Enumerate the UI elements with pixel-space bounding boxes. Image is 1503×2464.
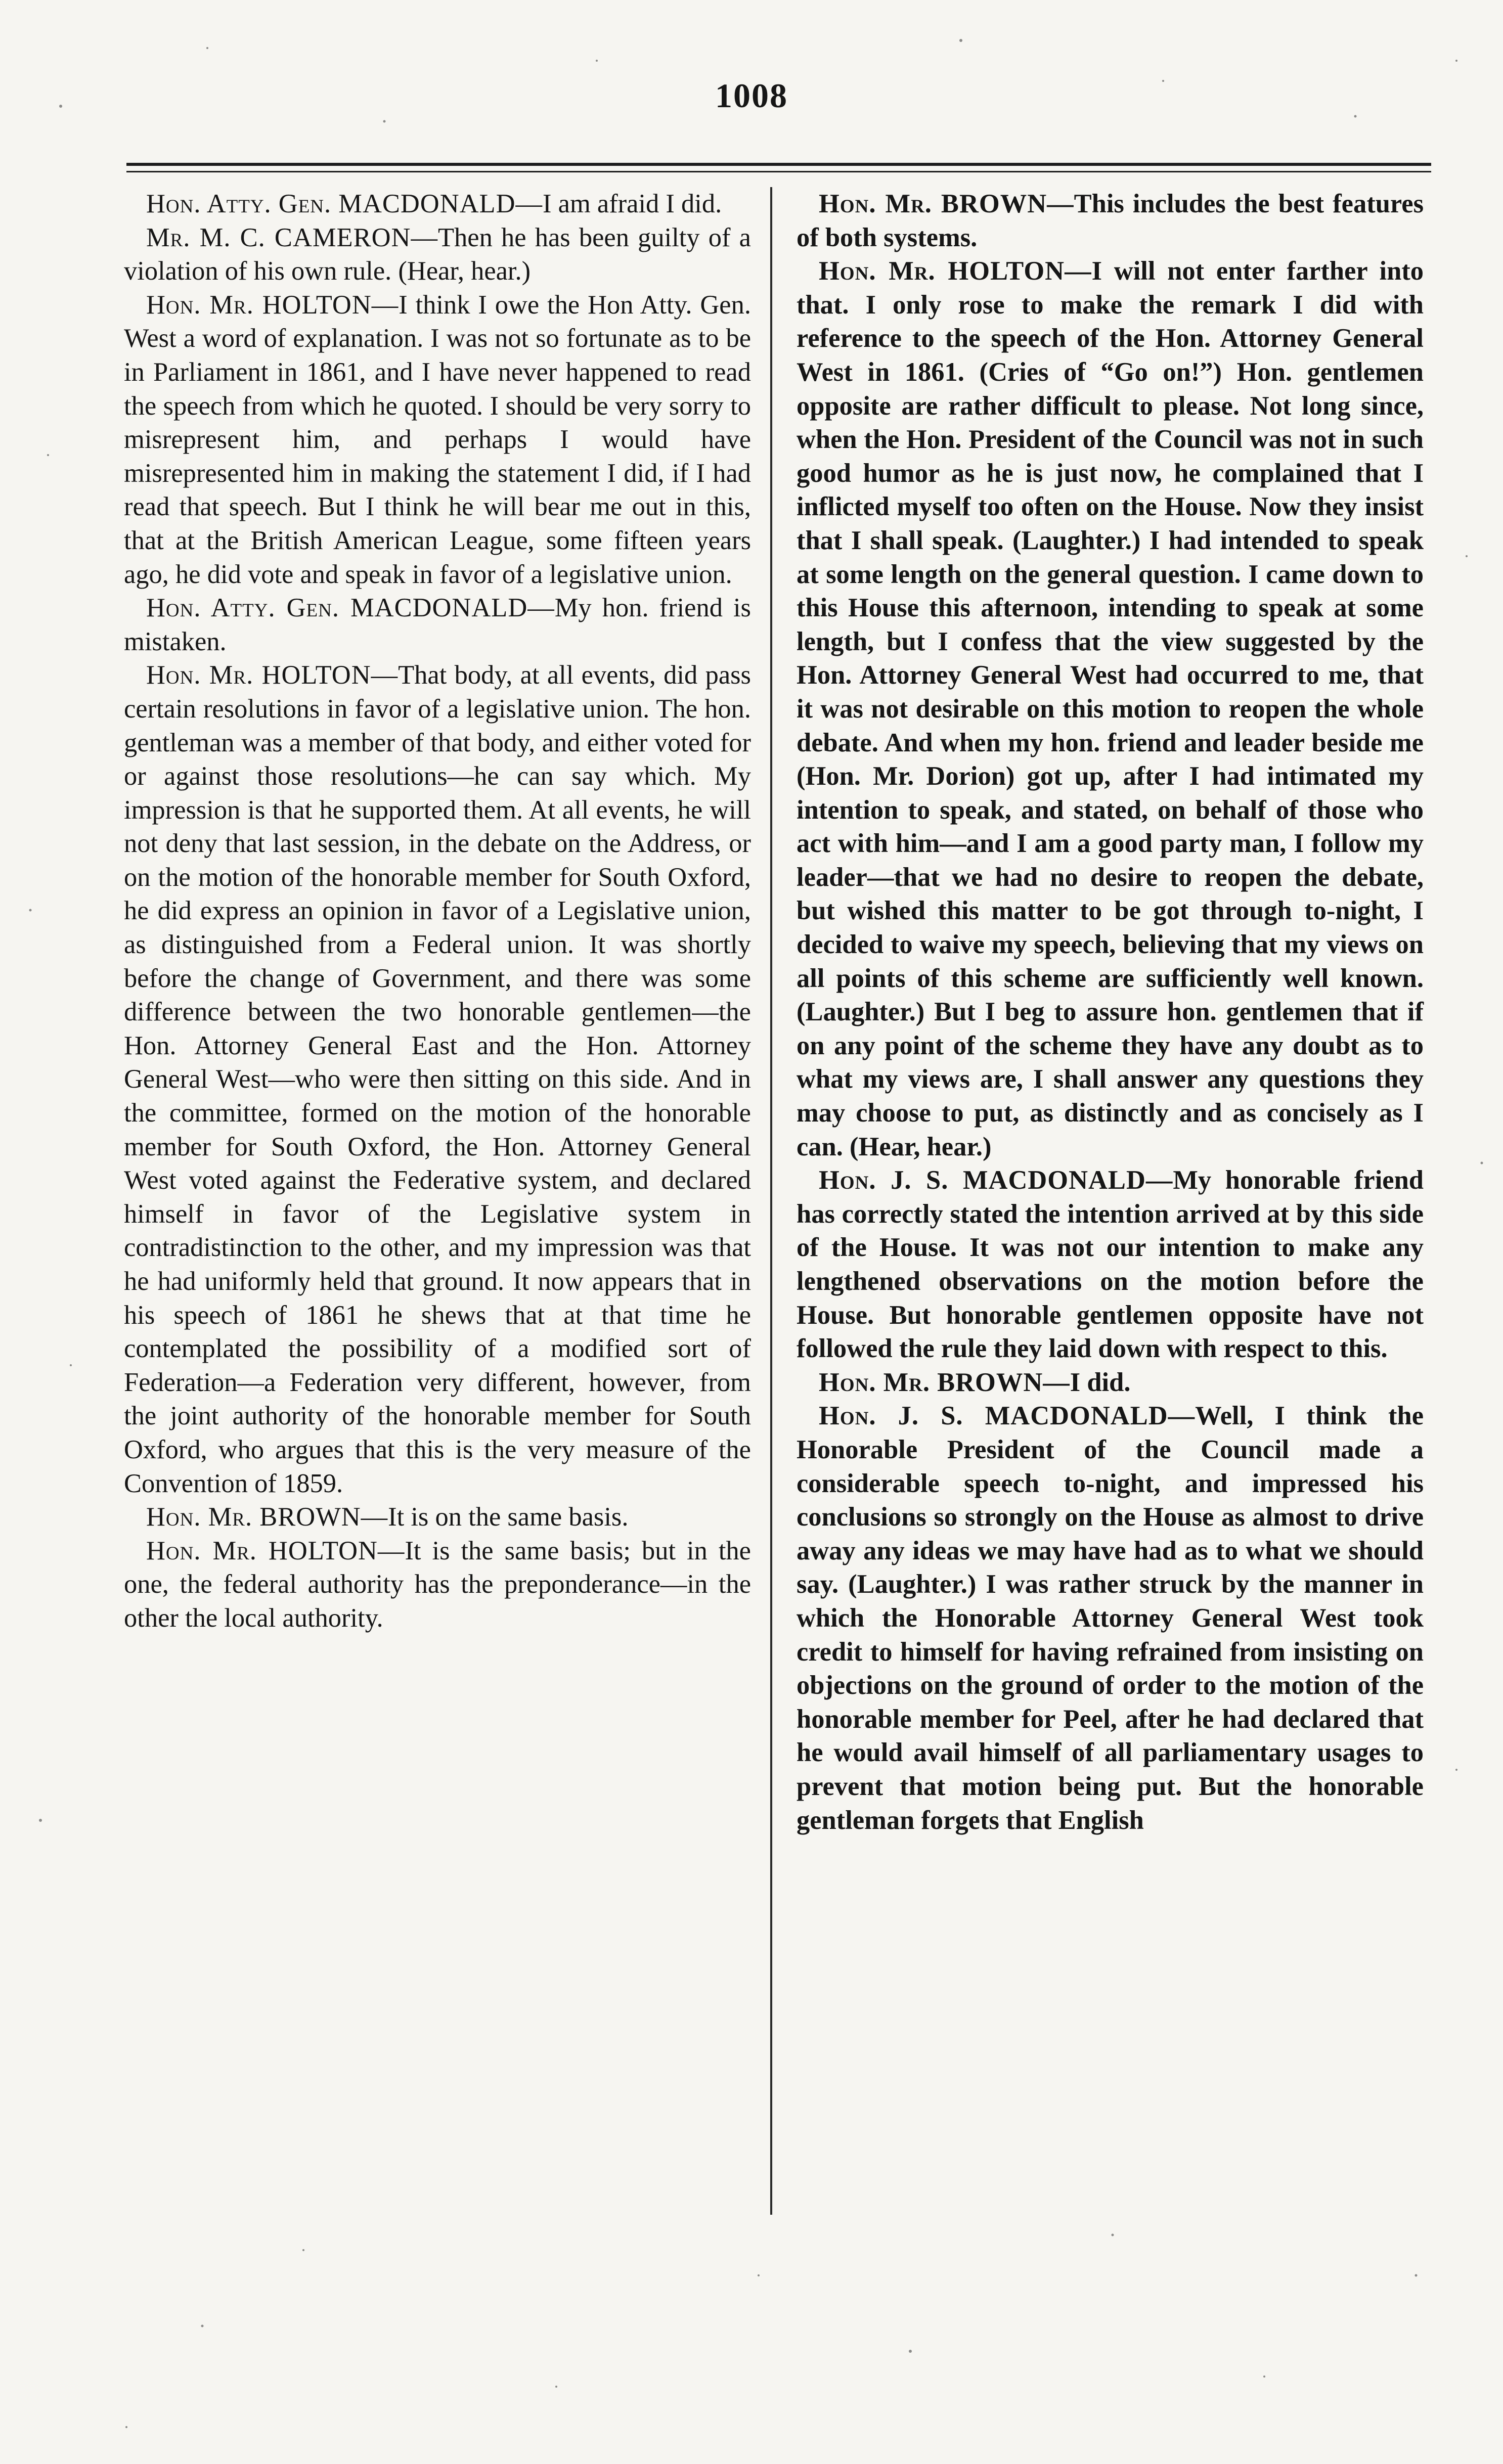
speech-text: That body, at all events, did pass certain resolutions in favor of a legislative union. The hon. gentleman was a member of that body, and either voted for or against those resolutions—he can say which. My impression is that he supported them. At all events, he will not deny that last session, in the debate on the Address, or on the motion of the honorable member for South Oxford, he did express an opinion in favor of a Legislative union, as distinguished from a Federal union. It was shortly before the change of Government, and there was some difference between the two honorable gentlemen—the Hon. Attorney General East and the Hon. Attorney General West—who were then sitting on this side. And in the committee, formed on the motion of the honorable member for South Oxford, the Hon. Attorney General West voted against the Federative system, and declared himself in favor of the Legislative system in contradistinction to the other, and my impression was that he had uniformly held that ground. It now appears that in his speech of 1861 he shews that at that time he contemplated the possibility of a modified sort of Federation—a Federation very different, however, from the joint authority of the honorable member for South Oxford, who argues that this is the very measure of the Convention of 1859. bbox=[124, 660, 751, 1498]
left-column bbox=[124, 187, 751, 1635]
speech-paragraph bbox=[797, 1163, 1424, 1366]
speech-text: Then he has been guilty of a violation of his own rule. (Hear, hear.) bbox=[124, 222, 751, 286]
speaker-name: Hon. Atty. Gen. MACDONALD— bbox=[146, 593, 555, 623]
speaker-name: Hon. Mr. HOLTON— bbox=[146, 290, 399, 320]
speaker-name: Hon. Atty. Gen. MACDONALD— bbox=[146, 189, 543, 218]
speech-text: I think I owe the Hon Atty. Gen. West a word of explanation. I was not so fortunate as to be in Parliament in 1861, and I have never happened to read the speech from which he quoted. I should be very sorry to misrepresent him, and perhaps I would have misrepresented him in making the statement I did, if I had read that speech. But I think he will bear me out in this, that at the British American League, some fifteen years ago, he did vote and speak in favor of a legislative union. bbox=[124, 290, 751, 589]
speech-text: It is the same basis; but in the one, the federal authority has the preponderance—in the other the local authority. bbox=[124, 1536, 751, 1633]
speech-paragraph bbox=[797, 1399, 1424, 1837]
speaker-name: Hon. Mr. HOLTON— bbox=[146, 660, 399, 690]
speech-paragraph bbox=[124, 221, 751, 288]
speech-paragraph bbox=[124, 1534, 751, 1635]
speaker-name: Hon. J. S. MACDONALD— bbox=[819, 1166, 1173, 1195]
speech-text: I will not enter farther into that. I only rose to make the remark I did with reference to the speech of the Hon. Attorney General West in 1861. (Cries of “Go on!”) Hon. gentlemen opposite are rather difficult to please. Not long since, when the Hon. President of the Council was not in such good humor as he is just now, he complained that I inflicted myself too often on the House. Now they insist that I shall speak. (Laughter.) I had intended to speak at some length on the general question. I came down to this House this afternoon, intending to speak at some length, but I confess that the view suggested by the Hon. Attorney General West had occurred to me, that it was not desirable on this motion to reopen the whole debate. And when my hon. friend and leader beside me (Hon. Mr. Dorion) got up, after I had intimated my intention to speak, and stated, on behalf of those who act with him—and I am a good party man, I follow my leader—that we had no desire to reopen the debate, but wished this matter to be got through to-night, I decided to waive my speech, believing that my views on all points of this scheme are sufficiently well known. (Laughter.) But I beg to assure hon. gentlemen that if on any point of the scheme they have any doubt as to what my views are, I shall answer any questions they may choose to put, as distinctly and as concisely as I can. (Hear, hear.) bbox=[797, 256, 1424, 1161]
speech-paragraph bbox=[124, 591, 751, 658]
speaker-name: Mr. M. C. CAMERON— bbox=[146, 222, 438, 252]
speaker-name: Hon. Mr. BROWN— bbox=[819, 189, 1074, 218]
page-number: 1008 bbox=[715, 76, 788, 115]
header-rule bbox=[126, 163, 1431, 166]
header-rule-thin bbox=[126, 171, 1431, 172]
column-divider bbox=[770, 187, 772, 2215]
speech-text: It is on the same basis. bbox=[388, 1502, 629, 1532]
speech-paragraph bbox=[797, 187, 1424, 254]
speech-text: I did. bbox=[1070, 1367, 1131, 1397]
speech-paragraph bbox=[797, 1366, 1424, 1400]
speech-text: Well, I think the Honorable President of the Council made a considerable speech to-night, and impressed his conclusions so strongly on the House as almost to drive away any ideas we may have had as to what we should say. (Laughter.) I was rather struck by the manner in which the Honorable Attorney General West took credit to himself for having refrained from insisting on objections on the ground of order to the motion of the honorable member for Peel, after he had declared that he would avail himself of all parliamentary usages to prevent that motion being put. But the honorable gentleman forgets that English bbox=[797, 1401, 1424, 1835]
right-column bbox=[797, 187, 1424, 1837]
speaker-name: Hon. Mr. BROWN— bbox=[819, 1367, 1070, 1397]
speech-paragraph bbox=[124, 1500, 751, 1534]
speech-paragraph bbox=[124, 288, 751, 591]
speech-text: My honorable friend has correctly stated the intention arrived at by this side of the House. It was not our intention to make any lengthened observations on the motion before the House. But honorable gentlemen opposite have not followed the rule they laid down with respect to this. bbox=[797, 1166, 1424, 1364]
speech-paragraph bbox=[124, 187, 751, 221]
speaker-name: Hon. Mr. BROWN— bbox=[146, 1502, 388, 1532]
speech-text: I am afraid I did. bbox=[543, 189, 722, 218]
speech-paragraph bbox=[124, 658, 751, 1500]
speaker-name: Hon. J. S. MACDONALD— bbox=[819, 1401, 1196, 1431]
speech-text: My hon. friend is mistaken. bbox=[124, 593, 751, 656]
speaker-name: Hon. Mr. HOLTON— bbox=[146, 1536, 405, 1565]
speech-text: This includes the best features of both systems. bbox=[797, 189, 1424, 252]
speaker-name: Hon. Mr. HOLTON— bbox=[819, 256, 1092, 286]
speech-paragraph bbox=[797, 254, 1424, 1163]
